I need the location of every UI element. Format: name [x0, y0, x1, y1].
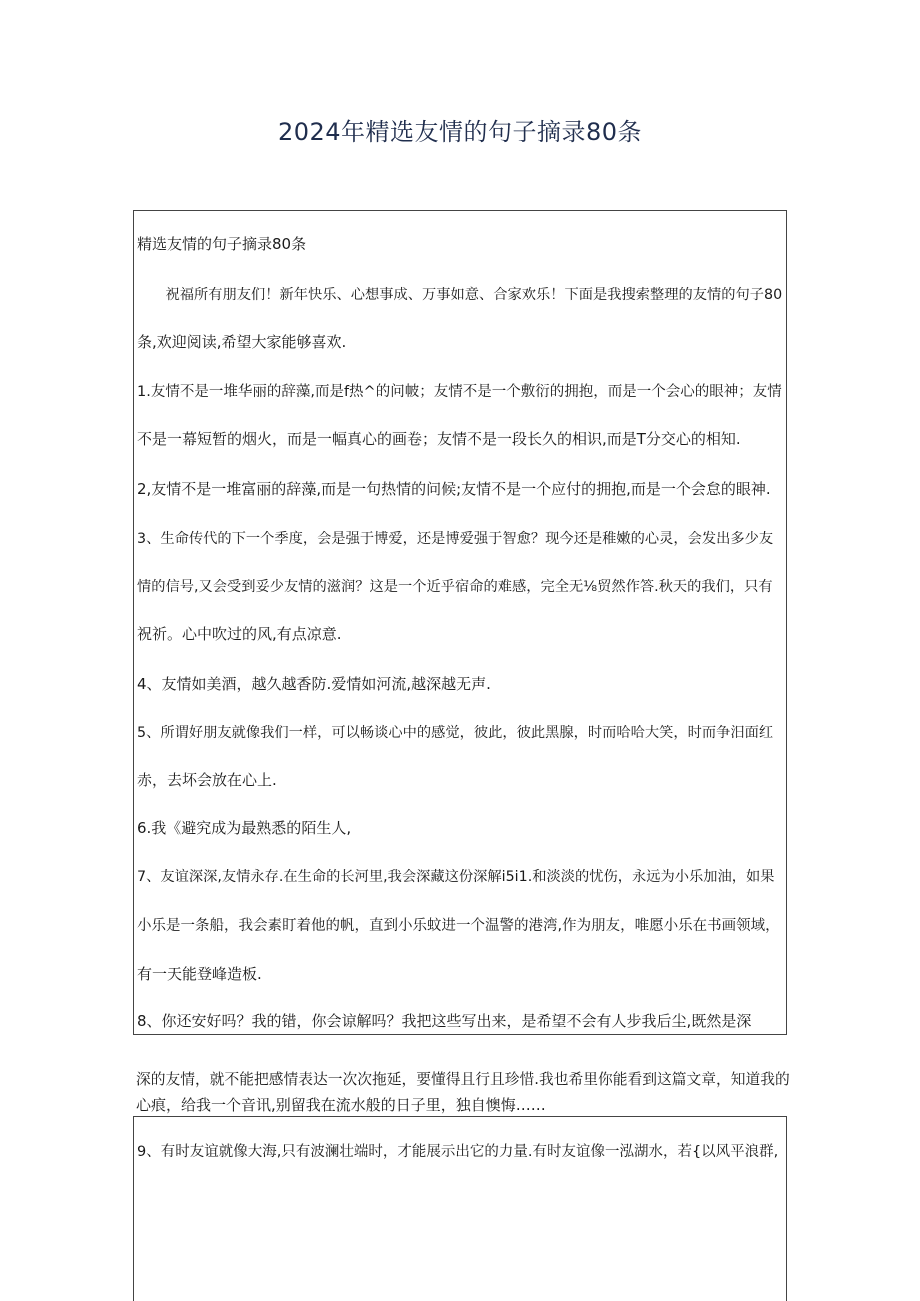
content-box-2	[133, 1116, 787, 1301]
text-line: 小乐是一条船，我会素盯着他的帆，直到小乐蚊进一个温警的港湾,作为朋友，唯愿小乐在书画领域，	[137, 918, 780, 934]
text-line: 1.友情不是一堆华丽的辞藻,而是f热^的问帔；友情不是一个敷衍的拥抱，而是一个会心的眼神；友情	[137, 384, 782, 400]
text-line: 有一天能登峰造板.	[137, 965, 262, 983]
text-line: 9、有时友谊就像大海,只有波澜壮端时，才能展示出它的力量.有时友谊像一泓湖水，若{以风平浪群,	[137, 1144, 779, 1160]
text-line: 8、你还安好吗？我的错，你会谅解吗？我把这些写出来，是希望不会有人步我后尘,既然是深	[137, 1012, 752, 1030]
box-subtitle: 精选友情的句子摘录80条	[137, 235, 307, 253]
text-line: 深的友情，就不能把感情表达一次次拖延，要懂得且行且珍惜.我也希里你能看到这篇文章，知道我的	[136, 1071, 790, 1088]
text-line: 情的信号,又会受到妥少友情的滋润？这是一个近乎宿命的难感，完全无⅛贸然作答.秋天的我们，只有	[137, 579, 773, 595]
text-line: 7、友谊深深,友情永存.在生命的长河里,我会深藏这份深解i5i1.和淡淡的忧伤，永远为小乐加油，如果	[137, 869, 775, 885]
text-line: 赤，去坏会放在心上.	[137, 771, 277, 789]
text-line: 祝祈。心中吹过的风,有点凉意.	[137, 625, 342, 643]
text-line: 不是一幕短暂的烟火，而是一幅真心的画卷；友情不是一段长久的相识,而是T分交心的相知.	[137, 430, 741, 448]
text-line: 5、所谓好朋友就像我们一样，可以畅谈心中的感觉，彼此，彼此黑腺，时而哈哈大笑，时而争汨面红	[137, 725, 774, 741]
text-line: 条,欢迎阅读,希望大家能够喜欢.	[137, 333, 347, 351]
text-line: 2,友情不是一堆富丽的辞藻,而是一句热情的问候;友情不是一个应付的拥抱,而是一个会怠的眼神.	[137, 480, 771, 498]
content-box-1	[133, 210, 787, 1035]
text-line: 3、生命传代的下一个季度，会是强于博爱，还是博爱强于智愈？现今还是稚嫩的心灵，会发出多少友	[137, 531, 774, 547]
text-line: 4、友情如美酒，越久越香防.爱情如河流,越深越无声.	[137, 675, 491, 693]
text-line: 祝福所有朋友们！新年快乐、心想事成、万事如意、合家欢乐！下面是我搜索整理的友情的句子80	[137, 287, 783, 303]
document-title: 2024年精选友情的句子摘录80条	[277, 118, 643, 146]
text-line: 心痕，给我一个音讯,别留我在流水般的日子里，独自懊悔……	[136, 1096, 546, 1114]
text-line: 6.我《避究成为最熟悉的陌生人,	[137, 819, 352, 837]
